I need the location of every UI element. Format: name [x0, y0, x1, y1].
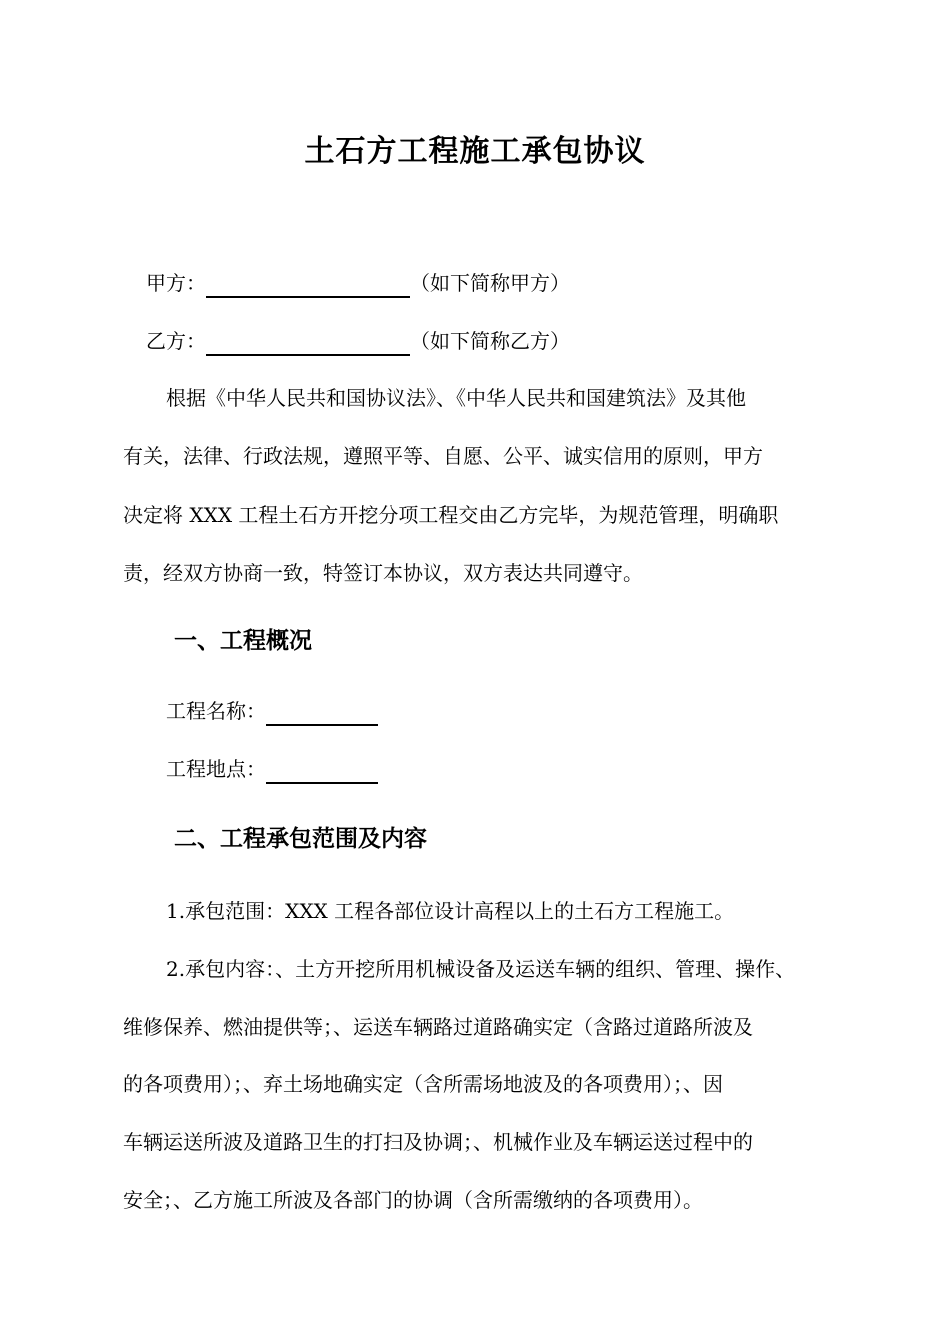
content-line: 的各项费用）；、弃土场地确实定（含所需场地波及的各项费用）；、因 — [123, 1072, 723, 1096]
party-a-line — [146, 268, 886, 298]
scope-line: 1.承包范围：XXX 工程各部位设计高程以上的土石方工程施工。 — [166, 899, 735, 923]
section-heading: 一、工程概况 — [174, 628, 312, 654]
project-location-label: 工程地点： — [166, 757, 266, 781]
section-heading: 二、工程承包范围及内容 — [174, 826, 427, 852]
content-line: 维修保养、燃油提供等；、运送车辆路过道路确实定（含路过道路所波及 — [123, 1015, 753, 1039]
party-b-line — [146, 326, 886, 356]
preamble-line: 责，经双方协商一致，特签订本协议，双方表达共同遵守。 — [123, 561, 643, 585]
project-name-label: 工程名称： — [166, 699, 266, 723]
party-b-note: （如下简称乙方） — [410, 329, 570, 353]
project-location-blank — [266, 760, 378, 784]
preamble-line: 根据《中华人民共和国协议法》、《中华人民共和国建筑法》及其他 — [166, 386, 746, 410]
party-b-label: 乙方： — [146, 329, 206, 353]
party-a-note: （如下简称甲方） — [410, 271, 570, 295]
content-line: 安全；、乙方施工所波及各部门的协调（含所需缴纳的各项费用）。 — [123, 1188, 703, 1212]
preamble-line: 决定将 XXX 工程土石方开挖分项工程交由乙方完毕，为规范管理，明确职 — [123, 503, 779, 527]
party-a-blank — [206, 274, 410, 298]
content-line: 车辆运送所波及道路卫生的打扫及协调；、机械作业及车辆运送过程中的 — [123, 1130, 753, 1154]
project-location-line — [166, 754, 906, 784]
project-name-blank — [266, 702, 378, 726]
party-b-blank — [206, 332, 410, 356]
content-line: 2.承包内容：、土方开挖所用机械设备及运送车辆的组织、管理、操作、 — [166, 957, 796, 981]
document-title: 土石方工程施工承包协议 — [304, 134, 646, 169]
project-name-line — [166, 696, 906, 726]
preamble-line: 有关，法律、行政法规，遵照平等、自愿、公平、诚实信用的原则，甲方 — [123, 444, 763, 468]
party-a-label: 甲方： — [146, 271, 206, 295]
